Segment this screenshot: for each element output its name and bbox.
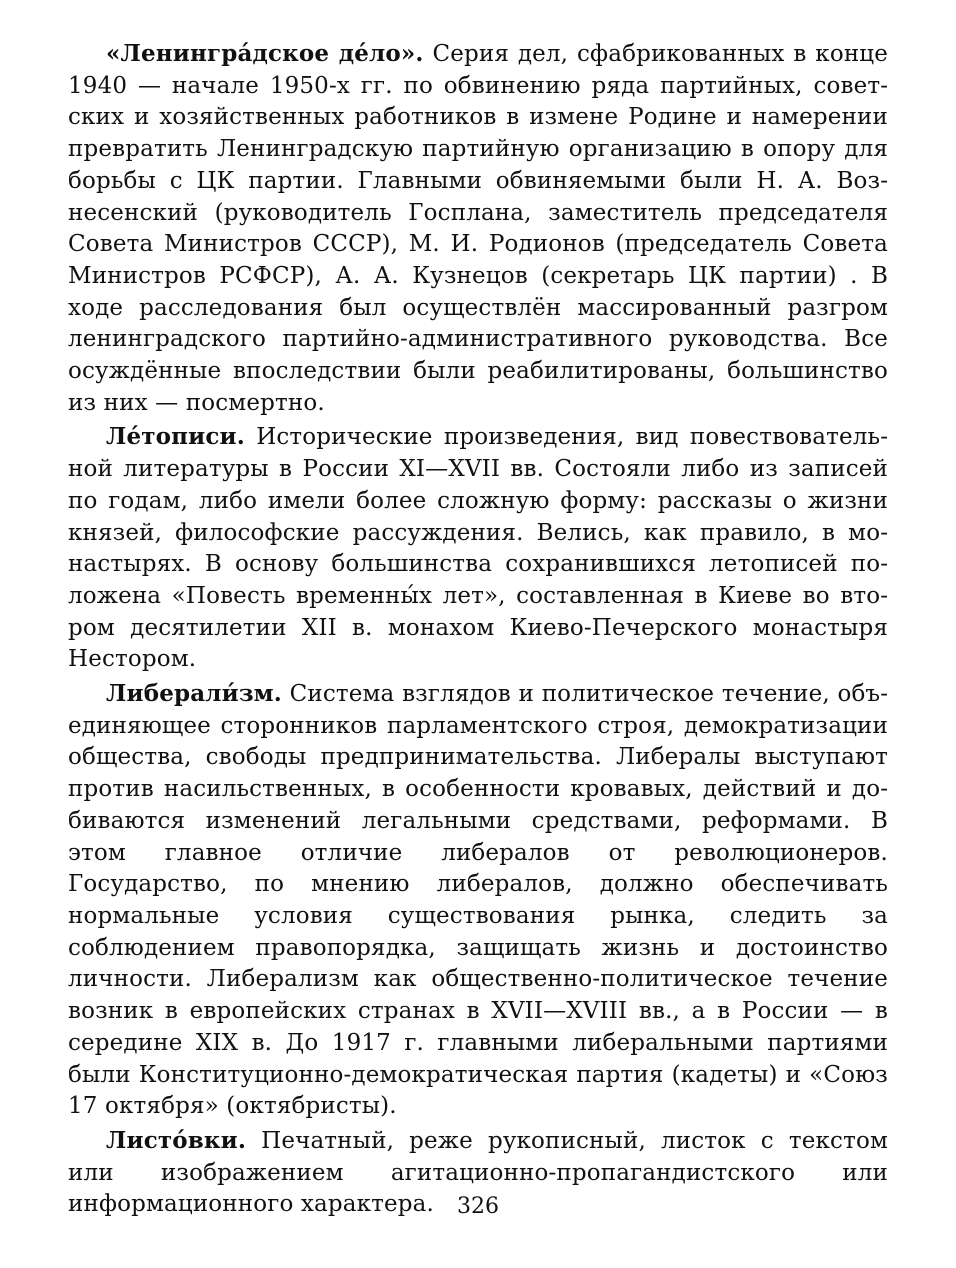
entry-term: «Ленингра́дское де́ло».	[106, 40, 424, 67]
entry-definition: Система взглядов и политическое течение, объединяющее сторонников парламентского строя, демократизации общества, свободы предпринимательства. Либералы выступают против насильственных, в особенности кровавых, действий и добиваются изменений легальными средствами, реформами. В этом главное отличие либералов от революционеров. Государство, по мнению либералов, должно обеспечивать нормальные условия существования рынка, следить за соблюдением правопорядка, защищать жизнь и достоинство личности. Либерализм как общественно-политическое течение возник в европейских странах в XVII—XVIII вв., а в России — в середине XIX в. До 1917 г. главными либеральными партиями были Конституционно-демократическая партия (кадеты) и «Союз 17 октября» (октябристы).	[68, 681, 889, 1120]
entry-liberalism	[68, 678, 888, 1123]
entry-leningrad-affair	[68, 38, 888, 419]
entry-chronicles	[68, 421, 888, 676]
entry-definition: Исторические произведения, вид повествовательной литературы в России XI—XVII вв. Состояли либо из записей по годам, либо имели более сложную форму: рассказы о жизни князей, философские рассуждения. Велись, как правило, в монастырях. В основу большинства сохранившихся летописей положена «Повесть временны́х лет», составленная в Киеве во втором десятилетии XII в. монахом Киево-Печерского монастыря Нестором.	[68, 424, 888, 673]
entry-term: Листо́вки.	[106, 1126, 247, 1154]
entry-definition: Печатный, реже рукописный, листок с текстом или изображением агитационно-пропагандистского или информационного характера.	[68, 1127, 888, 1218]
entry-definition: Серия дел, сфабрикованных в конце 1940 — начале 1950-х гг. по обвинению ряда партийных, советских и хозяйственных работников в измене Родине и намерении превратить Ленинградскую партийную организацию в опору для борьбы с ЦК партии. Главными обвиняемыми были Н. А. Вознесенский (руководитель Госплана, заместитель председателя Совета Министров СССР), М. И. Родионов (председатель Совета Министров РСФСР), А. А. Кузнецов (секретарь ЦК партии) . В ходе расследования был осуществлён массированный разгром ленинградского партийно-административного руководства. Все осуждённые впоследствии были реабилитированы, большинство из них — посмертно.	[68, 41, 888, 416]
entry-term: Либерали́зм.	[106, 680, 282, 708]
page-body	[68, 38, 888, 1223]
page-number: 326	[457, 1194, 499, 1219]
entry-term: Ле́тописи.	[106, 423, 245, 451]
